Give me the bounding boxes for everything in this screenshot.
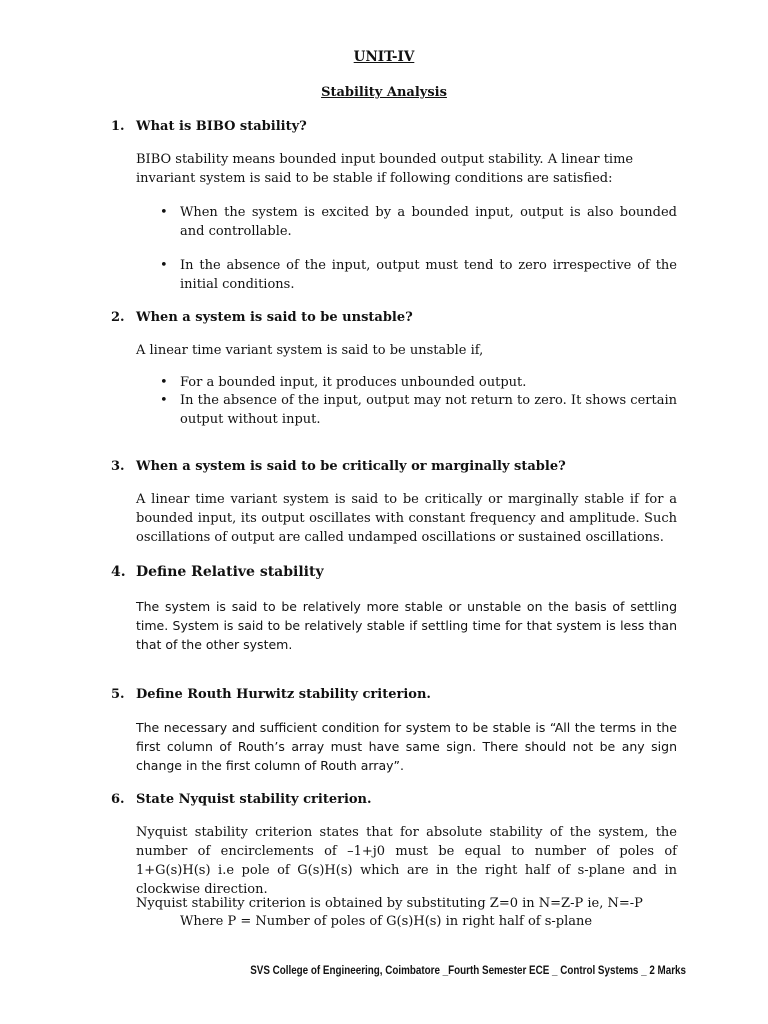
page-footer: SVS College of Engineering, Coimbatore _Fourth Semester ECE _ Control Systems _ 2 Marks xyxy=(250,963,686,977)
question-6-para-2: Nyquist stability criterion is obtained by substituting Z=0 in N=Z-P ie, N=-P xyxy=(136,896,643,911)
question-1-title: What is BIBO stability? xyxy=(136,119,307,134)
question-6-number: 6. xyxy=(111,792,125,807)
question-5-title: Define Routh Hurwitz stability criterion. xyxy=(136,687,431,702)
question-2-para: A linear time variant system is said to be unstable if, xyxy=(136,343,484,358)
question-2-bullet-2: In the absence of the input, output may not return to zero. It shows certain output without input. xyxy=(180,393,677,427)
question-5-number: 5. xyxy=(111,687,125,702)
bullet-icon: • xyxy=(160,393,168,408)
question-1-bullet-2: In the absence of the input, output must tend to zero irrespective of the initial conditions. xyxy=(180,258,677,292)
question-6-title: State Nyquist stability criterion. xyxy=(136,792,372,807)
question-3-number: 3. xyxy=(111,459,125,474)
unit-title: UNIT-IV xyxy=(353,49,415,65)
question-6-para-1: Nyquist stability criterion states that for absolute stability of the system, the number of encirclements of –1+j0 must be equal to number of poles of 1+G(s)H(s) i.e pole of G(s)H(s) which are in the right half of s-plane and in clockwise direction. xyxy=(136,825,677,897)
question-3-para: A linear time variant system is said to be critically or marginally stable if for a bounded input, its output oscillates with constant frequency and amplitude. Such oscillations of output are called undamped oscillations or sustained oscillations. xyxy=(136,492,677,545)
question-2-bullet-1: For a bounded input, it produces unbounded output. xyxy=(180,375,527,390)
question-4-number: 4. xyxy=(111,564,126,580)
section-title: Stability Analysis xyxy=(321,85,447,100)
question-3-title: When a system is said to be critically or marginally stable? xyxy=(136,459,566,474)
question-2-number: 2. xyxy=(111,310,125,325)
question-5-para: The necessary and sufficient condition for system to be stable is “All the terms in the first column of Routh’s array must have same sign. There should not be any sign change in the first column of Routh array”. xyxy=(136,720,677,773)
question-4-para: The system is said to be relatively more stable or unstable on the basis of settling time. System is said to be relatively stable if settling time for that system is less than that of the other system. xyxy=(136,599,677,652)
question-1-para-line-1: BIBO stability means bounded input bounded output stability. A linear time xyxy=(136,152,634,167)
bullet-icon: • xyxy=(160,258,168,273)
bullet-icon: • xyxy=(160,375,168,390)
question-6-para-3: Where P = Number of poles of G(s)H(s) in right half of s-plane xyxy=(180,914,593,929)
question-1-number: 1. xyxy=(111,119,125,134)
question-2-title: When a system is said to be unstable? xyxy=(136,310,413,325)
question-1-para-line-2: invariant system is said to be stable if following conditions are satisfied: xyxy=(136,171,613,186)
question-4-title: Define Relative stability xyxy=(136,564,324,580)
bullet-icon: • xyxy=(160,205,168,220)
question-1-bullet-1: When the system is excited by a bounded input, output is also bounded and controllable. xyxy=(180,205,677,239)
